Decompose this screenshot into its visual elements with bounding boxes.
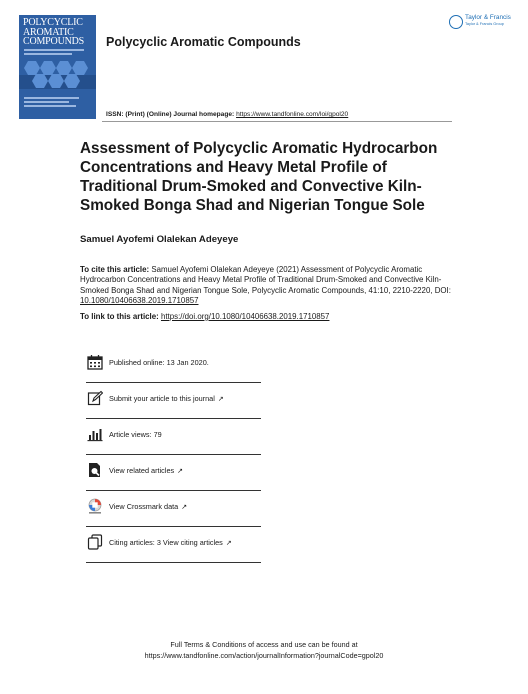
submit-article-label: Submit your article to this journal	[109, 394, 215, 403]
crossmark-row[interactable]	[86, 498, 261, 520]
cover-deco-line	[24, 49, 84, 51]
pencil-edit-icon	[87, 390, 103, 406]
article-title: Assessment of Polycyclic Aromatic Hydrocarbon Concentrations and Heavy Metal Profile of Traditional Drum-Smoked and Convective Kiln-Smoked Bonga Shad and Nigerian Tongue Sole	[80, 140, 438, 214]
related-articles-label: View related articles	[109, 466, 175, 475]
submit-article-link[interactable]	[109, 394, 224, 403]
link-label: To link to this article:	[80, 312, 161, 321]
external-link-icon: ↗	[177, 468, 184, 475]
citation-doi-link[interactable]: 10.1080/10406638.2019.1710857	[80, 296, 199, 306]
footer-terms-text: Full Terms & Conditions of access and use can be found at	[170, 640, 358, 649]
citing-documents-icon	[87, 534, 103, 550]
crossmark-label: View Crossmark data	[109, 502, 179, 511]
related-articles-link[interactable]	[109, 466, 183, 475]
hexagon-shape	[40, 61, 56, 75]
bar-chart-icon	[87, 426, 103, 442]
article-views-row	[86, 426, 261, 448]
citing-articles-label: Citing articles: 3 View citing articles	[109, 538, 223, 547]
footer-terms-link[interactable]: https://www.tandfonline.com/action/journalInformation?journalCode=gpol20	[144, 650, 384, 660]
hexagon-shape	[56, 61, 72, 75]
cover-title	[23, 18, 84, 47]
calendar-icon	[87, 354, 103, 370]
article-doi-link[interactable]: https://doi.org/10.1080/10406638.2019.1710857	[160, 312, 330, 321]
issn-label: ISSN: (Print) (Online) Journal homepage:	[106, 111, 237, 118]
cover-deco-line	[24, 97, 79, 99]
publisher-logo	[449, 14, 513, 32]
cover-deco-line	[24, 101, 69, 103]
citation-label: To cite this article:	[80, 265, 150, 274]
info-divider	[86, 562, 261, 563]
info-divider	[86, 490, 261, 491]
crossmark-icon	[87, 498, 103, 514]
citation-text: Samuel Ayofemi Olalekan Adeyeye (2021) Assessment of Polycyclic Aromatic Hydrocarbon Concentrations and Heavy Metal Profile of Traditional Drum-Smoked and Convective Kiln-Smoked Bonga Shad and Nigerian Tongue Sole, Polycyclic Aromatic Compounds, 41:10, 2210-2220, DOI:	[80, 265, 451, 295]
info-divider	[86, 418, 261, 419]
cover-deco-line	[24, 53, 72, 55]
article-views-text: Article views: 79	[109, 430, 162, 439]
article-link-line	[80, 312, 329, 321]
cover-deco-line	[24, 105, 76, 107]
cover-title-line: COMPOUNDS	[23, 36, 84, 47]
issn-line	[106, 111, 348, 118]
footer-terms	[0, 640, 528, 661]
external-link-icon: ↗	[181, 504, 188, 511]
submit-article-row[interactable]	[86, 390, 261, 412]
publisher-group: Taylor & Francis Group	[465, 22, 504, 26]
cover-title-line: POLYCYCLIC	[23, 17, 83, 28]
info-divider	[86, 382, 261, 383]
header-divider	[102, 121, 452, 122]
article-author: Samuel Ayofemi Olalekan Adeyeye	[80, 234, 239, 245]
publisher-logo-icon	[449, 15, 463, 29]
published-online-row	[86, 354, 261, 376]
related-articles-row[interactable]	[86, 462, 261, 484]
publisher-name: Taylor & Francis	[465, 14, 511, 21]
crossmark-link[interactable]	[109, 502, 187, 511]
info-divider	[86, 526, 261, 527]
hexagon-shape	[72, 61, 88, 75]
external-link-icon: ↗	[225, 540, 232, 547]
external-link-icon: ↗	[217, 396, 224, 403]
citation-block	[80, 265, 452, 307]
document-search-icon	[87, 462, 103, 478]
journal-title[interactable]: Polycyclic Aromatic Compounds	[106, 35, 301, 49]
citing-articles-row[interactable]	[86, 534, 261, 556]
hexagon-shape	[24, 61, 40, 75]
journal-cover-image	[19, 15, 96, 119]
info-divider	[86, 454, 261, 455]
citing-articles-link[interactable]	[109, 538, 232, 547]
cover-title-line: AROMATIC	[23, 26, 74, 38]
journal-homepage-link[interactable]: https://www.tandfonline.com/loi/gpol20	[236, 111, 349, 118]
published-online-text: Published online: 13 Jan 2020.	[109, 358, 209, 367]
